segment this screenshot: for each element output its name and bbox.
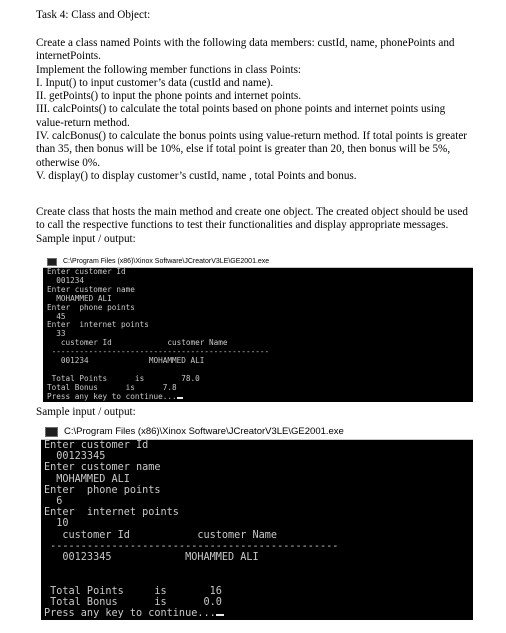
console-line [44,474,473,485]
console-line-text: MOHAMMED ALI [44,473,130,485]
console-line [44,530,473,541]
console-line-text: 10 [44,518,69,530]
console-line-text: ----------------------------------------------- [44,540,339,552]
console-line-text [44,563,50,574]
console-line [44,597,473,608]
paragraph-line: internetPoints. [36,50,101,63]
console-line-text: Enter customer name [47,284,135,294]
console-line-text: customer Id customer Name [44,529,278,541]
console-line [47,393,473,402]
console-line-text: 00123345 MOHAMMED ALI [44,552,259,564]
console-line [44,462,473,473]
console-window-1 [43,256,473,402]
console-line-text: Enter internet points [44,507,179,519]
console-line-text: Enter internet points [47,320,149,330]
console-line-text: Enter customer Id [47,267,126,276]
console-line [44,586,473,597]
console-line-text: Enter customer Id [44,440,149,451]
console-line [44,440,473,451]
console-line [44,485,473,496]
console-title: C:\Program Files (x86)\Xinox Software\JCreatorV3LE\GE2001.exe [63,258,270,265]
console-line-text: Total Bonus is 7.8 [47,382,177,392]
console-window-2 [41,424,473,620]
console-line-text: 6 [44,496,63,508]
text-cursor [216,614,224,617]
console-line-text: customer Id customer Name [47,338,228,348]
console-line-text: Total Bonus is 0.0 [44,596,222,608]
console-output [41,440,473,619]
console-line-text: MOHAMMED ALI [47,293,112,303]
paragraph-line: I. Input() to input customer’s data (custId and name). [36,76,274,89]
console-line [44,552,473,563]
console-line-text: Press any key to continue... [44,608,216,620]
console-line-text: Enter phone points [44,484,161,496]
console-line [44,541,473,552]
console-line-text: 45 [47,311,66,321]
paragraph-line: Implement the following member functions in class Points: [36,63,302,76]
console-line-text: Enter customer name [44,462,161,474]
paragraph-line: than 35, then bonus will be 10%, else if total point is greater than 20, then bonus will be 5%, [36,143,451,156]
paragraph-line: Create class that hosts the main method and create one object. The created object should be used [36,206,468,218]
paragraph-line: Create a class named Points with the following data members: custId, name, phonePoints and [36,37,455,49]
console-line [44,507,473,518]
paragraph-line: IV. calcBonus() to calculate the bonus points using value-return method. If total points is greater [36,130,468,143]
paragraph-line: to call the respective functions to test their functionalities and display appropriate messages. [36,219,449,232]
console-line-text: Enter phone points [47,302,135,312]
console-line-text: 001234 MOHAMMED ALI [47,356,205,366]
console-line-text [44,574,50,585]
text-cursor [177,397,183,399]
console-line-text: Press any key to continue... [47,391,177,401]
console-line [47,304,473,313]
console-line [44,451,473,462]
paragraph-line: V. display() to display customer’s custId, name , total Points and bonus. [36,169,357,182]
console-line-text: Total Points is 78.0 [47,373,200,383]
console-title: C:\Program Files (x86)\Xinox Software\JCreatorV3LE\GE2001.exe [64,426,344,437]
console-line [47,268,473,277]
paragraph-line: II. getPoints() to input the phone points and internet points. [36,90,302,103]
paragraph-line: value-return method. [36,116,130,129]
console-line-text [47,365,52,374]
sample-label: Sample input / output: [36,406,136,418]
console-line [47,321,473,330]
paragraph-line: III. calcPoints() to calculate the total points based on phone points and internet points using [36,103,446,116]
console-line [44,518,473,529]
cmd-window-icon [47,258,57,266]
console-line [44,563,473,574]
console-line [44,608,473,619]
task-description [36,37,500,183]
main-method-description [36,206,500,246]
console-output [43,268,473,402]
task-title: Task 4: Class and Object: [36,9,151,21]
console-line-text: 001234 [47,275,85,285]
paragraph-line: Sample input / output: [36,232,136,245]
console-line-text: Total Points is 16 [44,585,222,597]
console-titlebar[interactable] [41,424,473,440]
console-line [44,574,473,585]
console-line [47,357,473,366]
cmd-window-icon [45,427,58,437]
console-line-text: ----------------------------------------------- [47,347,270,357]
console-line-text: 33 [47,329,66,339]
console-line-text: 00123345 [44,451,106,463]
console-line [44,496,473,507]
paragraph-line: otherwise 0%. [36,156,101,169]
